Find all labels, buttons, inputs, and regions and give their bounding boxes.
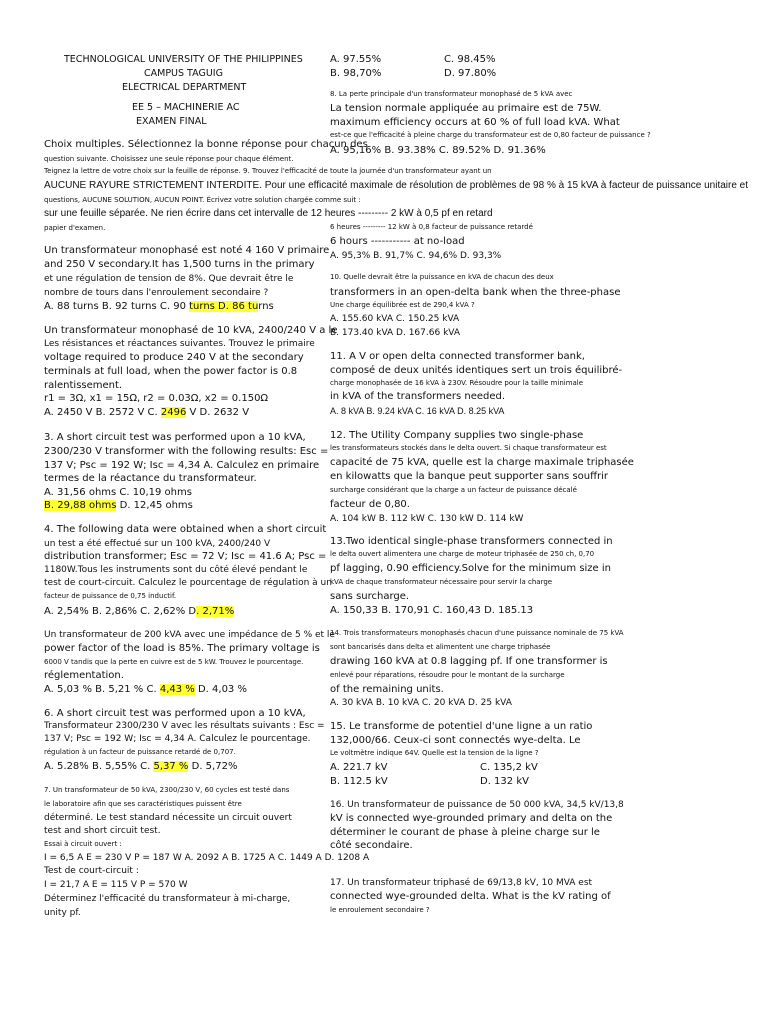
q2-line-5: ralentissement. (44, 380, 123, 391)
q3-answer-row-2 (44, 500, 193, 512)
q1-answer-text-b: rns (258, 301, 274, 312)
q15-option-d: D. 132 kV (480, 776, 529, 787)
q5-answer-text-b: D. 4,03 % (194, 684, 247, 695)
q10-line-2: transformers in an open-delta bank when the three-phase (330, 287, 621, 298)
q7-line-3: déterminé. Le test standard nécessite un circuit ouvert (44, 813, 292, 823)
q5-line-2: power factor of the load is 85%. The primary voltage is (44, 643, 320, 654)
q6-answer-text-a: A. 5.28% B. 5,55% C. (44, 761, 154, 772)
q16-line-1: 16. Un transformateur de puissance de 50 000 kVA, 34,5 kV/13,8 (330, 800, 624, 810)
instructions-line-4: AUCUNE RAYURE STRICTEMENT INTERDITE. Pour une efficacité maximale de résolution de problèmes de 98 % à 15 kVA à facteur de puissance unitaire et (44, 180, 749, 191)
exam-title: EXAMEN FINAL (136, 116, 207, 127)
q1-highlighted-answer: turns D. 86 tu (189, 301, 259, 312)
q14-line-3: drawing 160 kVA at 0.8 lagging pf. If one transformer is (330, 656, 608, 667)
q3-line-3: 137 V; Psc = 192 W; Isc = 4,34 A. Calculez en primaire (44, 460, 320, 471)
q2-highlighted-answer: 2496 (160, 407, 187, 418)
q15-option-c: C. 135,2 kV (480, 762, 538, 773)
q6-line-3: 137 V; Psc = 192 W; Isc = 4,34 A. Calculez le pourcentage. (44, 734, 311, 744)
q6-answers (44, 761, 237, 773)
q13-line-5: sans surcharge. (330, 591, 410, 602)
q7-line-7: Test de court-circuit : (44, 866, 139, 876)
q5-line-3: 6000 V tandis que la perte en cuivre est de 5 kW. Trouvez le pourcentage. (44, 658, 304, 666)
q7-line-8: I = 21,7 A E = 115 V P = 570 W (44, 880, 188, 890)
q6-highlighted-answer: 5,37 % (153, 761, 189, 772)
q4-line-1: 4. The following data were obtained when a short circuit (44, 524, 327, 535)
instructions-line-6: sur une feuille séparée. Ne rien écrire dans cet intervalle de 12 heures --------- 2 kW à 0,5 pf en retard (44, 208, 493, 219)
instructions-line-7: papier d'examen. (44, 224, 106, 232)
q9-line-1: 6 heures --------- 12 kW à 0,8 facteur de puissance retardé (330, 223, 533, 231)
q13-line-1: 13.Two identical single-phase transformers connected in (330, 536, 613, 547)
q8-line-2: La tension normale appliquée au primaire est de 75W. (330, 103, 602, 114)
q2-answer-text-a: A. 2450 V B. 2572 V C. (44, 407, 161, 418)
q15-line-3: Le voltmètre indique 64V. Quelle est la tension de la ligne ? (330, 749, 539, 757)
q4-answers (44, 606, 234, 618)
q16-line-2: kV is connected wye-grounded primary and delta on the (330, 813, 613, 824)
q5-line-1: Un transformateur de 200 kVA avec une impédance de 5 % et le (44, 630, 335, 640)
q14-answers: A. 30 kVA B. 10 kVA C. 20 kVA D. 25 kVA (330, 698, 512, 708)
q17-line-2: connected wye-grounded delta. What is the kV rating of (330, 891, 611, 902)
q3-highlighted-answer: B. 29,88 ohms (44, 500, 117, 511)
q3-line-2: 2300/230 V transformer with the following results: Esc = (44, 446, 329, 457)
q12-answers: A. 104 kW B. 112 kW C. 130 kW D. 114 kW (330, 514, 524, 524)
q11-line-3: charge monophasée de 16 kVA à 230V. Résoudre pour la taille minimale (330, 379, 584, 387)
q6-line-1: 6. A short circuit test was performed upon a 10 kVA, (44, 708, 306, 719)
q3-answer-row-1: A. 31,56 ohms C. 10,19 ohms (44, 487, 192, 498)
q2-line-6: r1 = 3Ω, x1 = 15Ω, r2 = 0.03Ω, x2 = 0.150Ω (44, 393, 269, 404)
q8-line-3: maximum efficiency occurs at 60 % of full load kVA. What (330, 117, 620, 128)
q7-line-10: unity pf. (44, 908, 81, 918)
q12-line-3: capacité de 75 kVA, quelle est la charge maximale triphasée (330, 457, 634, 468)
q4-line-3: distribution transformer; Esc = 72 V; Isc = 41.6 A; Psc = (44, 551, 327, 562)
q12-line-4: en kilowatts que la banque peut supporter sans souffrir (330, 471, 608, 482)
q15-line-1: 15. Le transforme de potentiel d'une ligne a un ratio (330, 721, 593, 732)
q6-line-4: régulation à un facteur de puissance retardé de 0,707. (44, 748, 236, 756)
q8-answers: A. 95,16% B. 93.38% C. 89.52% D. 91.36% (330, 145, 546, 156)
q2-line-4: terminals at full load, when the power factor is 0.8 (44, 366, 298, 377)
q1-line-1: Un transformateur monophasé est noté 4 160 V primaire (44, 245, 330, 256)
q16-line-4: côté secondaire. (330, 840, 413, 851)
q10-answer-row-2: B. 173.40 kVA D. 167.66 kVA (330, 328, 461, 338)
q13-line-3: pf lagging, 0.90 efficiency.Solve for the minimum size in (330, 563, 612, 574)
q1-answer-text-a: A. 88 turns B. 92 turns C. 90 (44, 301, 190, 312)
q1-line-2: and 250 V secondary.It has 1,500 turns in the primary (44, 259, 315, 270)
q15-option-a: A. 221.7 kV (330, 762, 388, 773)
instructions-line-1: Choix multiples. Sélectionnez la bonne réponse pour chacun des (44, 139, 368, 150)
q11-line-1: 11. A V or open delta connected transformer bank, (330, 351, 585, 362)
department-name: ELECTRICAL DEPARTMENT (122, 82, 247, 93)
q4-line-2: un test a été effectué sur un 100 kVA, 2400/240 V (44, 539, 271, 549)
q12-line-2: les transformateurs stockés dans le delta ouvert. Si chaque transformateur est (330, 444, 607, 452)
q13-line-4: kVA de chaque transformateur nécessaire pour servir la charge (330, 578, 553, 586)
q11-answers: A. 8 kVA B. 9.24 kVA C. 16 kVA D. 8.25 kVA (330, 406, 505, 416)
q13-answers: A. 150,33 B. 170,91 C. 160,43 D. 185.13 (330, 605, 534, 616)
q17-line-3: le enroulement secondaire ? (330, 906, 430, 914)
campus-name: CAMPUS TAGUIG (144, 68, 223, 79)
q7-option-c: C. 98.45% (444, 54, 496, 65)
q4-line-5: test de court-circuit. Calculez le pourcentage de régulation à un (44, 578, 332, 588)
q2-line-2: Les résistances et réactances suivantes. Trouvez le primaire (44, 339, 315, 349)
q17-line-1: 17. Un transformateur triphasé de 69/13,8 kV, 10 MVA est (330, 878, 593, 888)
q1-line-4: nombre de tours dans l'enroulement secondaire ? (44, 288, 269, 298)
q14-line-2: sont bancarisés dans delta et alimentent une charge triphasée (330, 643, 551, 651)
q7-line-5: Essai à circuit ouvert : (44, 840, 122, 848)
q12-line-1: 12. The Utility Company supplies two single-phase (330, 430, 584, 441)
q6-answer-text-b: D. 5,72% (188, 761, 238, 772)
q7-line-6: I = 6,5 A E = 230 V P = 187 W A. 2092 A B. 1725 A C. 1449 A D. 1208 A (44, 853, 370, 863)
q10-answer-row-1: A. 155.60 kVA C. 150.25 kVA (330, 314, 460, 324)
q16-line-3: déterminer le courant de phase à pleine charge sur le (330, 827, 600, 838)
q7-option-a: A. 97.55% (330, 54, 382, 65)
q7-option-b: B. 98,70% (330, 68, 382, 79)
q7-line-9: Déterminez l'efficacité du transformateur à mi-charge, (44, 894, 291, 904)
q1-line-3: et une régulation de tension de 8%. Que devrait être le (44, 274, 294, 284)
q14-line-5: of the remaining units. (330, 684, 444, 695)
q10-line-1: 10. Quelle devrait être la puissance en kVA de chacun des deux (330, 273, 554, 281)
q7-line-4: test and short circuit test. (44, 826, 161, 836)
course-title: EE 5 – MACHINERIE AC (132, 102, 240, 113)
q5-line-4: réglementation. (44, 670, 124, 681)
q2-answers (44, 407, 249, 419)
instructions-line-2: question suivante. Choisissez une seule réponse pour chaque élément. (44, 155, 294, 163)
q11-line-4: in kVA of the transformers needed. (330, 391, 506, 402)
q5-highlighted-answer: 4,43 % (159, 684, 195, 695)
q1-answers (44, 301, 274, 313)
q3-line-1: 3. A short circuit test was performed upon a 10 kVA, (44, 432, 306, 443)
q11-line-2: composé de deux unités identiques sert un trois équilibré- (330, 365, 623, 376)
q4-highlighted-answer: . 2,71% (196, 606, 235, 617)
q4-line-4: 1180W.Tous les instruments sont du côté élevé pendant le (44, 565, 308, 575)
q4-answer-text-a: A. 2,54% B. 2,86% C. 2,62% D (44, 606, 197, 617)
q9-answers: A. 95,3% B. 91,7% C. 94,6% D. 93,3% (330, 251, 502, 261)
university-name: TECHNOLOGICAL UNIVERSITY OF THE PHILIPPINES (64, 54, 303, 65)
q13-line-2: le delta ouvert alimentera une charge de moteur triphasée de 250 ch, 0,70 (330, 550, 595, 558)
q7-line-1: 7. Un transformateur de 50 kVA, 2300/230 V, 60 cycles est testé dans (44, 786, 290, 794)
instructions-line-3: Teignez la lettre de votre choix sur la feuille de réponse. 9. Trouvez l'efficacité de toute la journée d'un transformateur ayant un (44, 167, 492, 175)
q15-option-b: B. 112.5 kV (330, 776, 388, 787)
q15-line-2: 132,000/66. Ceux-ci sont connectés wye-delta. Le (330, 735, 581, 746)
q8-line-1: 8. La perte principale d'un transformateur monophasé de 5 kVA avec (330, 90, 573, 98)
q5-answers (44, 684, 247, 696)
q8-line-4: est-ce que l'efficacité à pleine charge du transformateur est de 0,80 facteur de puissance ? (330, 131, 651, 139)
instructions-line-5: questions, AUCUNE SOLUTION, AUCUN POINT. Écrivez votre solution chargée comme suit : (44, 196, 361, 204)
q6-line-2: Transformateur 2300/230 V avec les résultats suivants : Esc = (44, 721, 325, 731)
q10-line-3: Une charge équilibrée est de 290,4 kVA ? (330, 301, 475, 309)
q3-answer-text-b: D. 12,45 ohms (116, 500, 193, 511)
q4-line-6: facteur de puissance de 0,75 inductif. (44, 592, 177, 600)
q7-line-2: le laboratoire afin que ses caractéristiques puissent être (44, 800, 242, 808)
q2-line-1: Un transformateur monophasé de 10 kVA, 2400/240 V a le (44, 325, 338, 336)
q14-line-1: 14. Trois transformateurs monophasés chacun d'une puissance nominale de 75 kVA (330, 629, 624, 637)
q12-line-6: facteur de 0,80. (330, 499, 410, 510)
q2-line-3: voltage required to produce 240 V at the secondary (44, 352, 304, 363)
q12-line-5: surcharge considérant que la charge a un facteur de puissance décalé (330, 486, 577, 494)
q7-option-d: D. 97.80% (444, 68, 497, 79)
q9-line-2: 6 hours ----------- at no-load (330, 236, 465, 247)
q5-answer-text-a: A. 5,03 % B. 5,21 % C. (44, 684, 160, 695)
q2-answer-text-b: V D. 2632 V (186, 407, 250, 418)
q3-line-4: termes de la réactance du transformateur. (44, 473, 257, 484)
q14-line-4: enlevé pour réparations, résoudre pour le montant de la surcharge (330, 671, 565, 679)
